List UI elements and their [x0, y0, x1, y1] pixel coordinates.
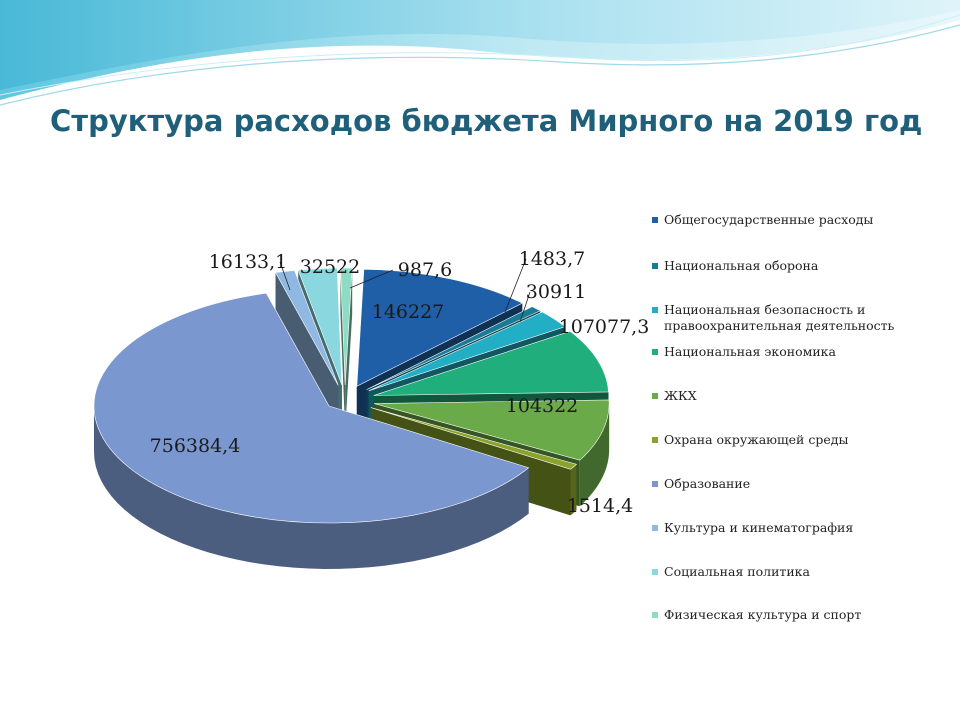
legend-item: [652, 344, 836, 360]
legend-label: Культура и кинематография: [664, 520, 854, 535]
data-label-7: 756384,4: [149, 435, 241, 457]
legend-label: Охрана окружающей среды: [664, 432, 849, 447]
data-label-4: 107077,3: [558, 316, 650, 338]
legend-item: [652, 432, 848, 448]
legend-item: [652, 520, 853, 536]
page-title: Структура расходов бюджета Мирного на 2019 год: [50, 104, 923, 138]
legend-swatch: [652, 481, 658, 487]
legend-label: Общегосударственные расходы: [664, 212, 874, 227]
data-label-5: 104322: [505, 395, 579, 417]
legend-item: [652, 607, 861, 623]
legend-label: Социальная политика: [664, 564, 810, 579]
legend-label: Национальная безопасность и правоохранительная деятельность: [664, 302, 895, 333]
data-label-3: 30911: [525, 281, 587, 303]
data-label-1: 146227: [371, 301, 445, 323]
legend-item: [652, 388, 697, 404]
legend-swatch: [652, 307, 658, 313]
legend-swatch: [652, 569, 658, 575]
legend-swatch: [652, 525, 658, 531]
pie-slice-10: [340, 268, 352, 431]
legend-item: [652, 476, 750, 492]
data-label-8: 16133,1: [208, 251, 288, 273]
legend-swatch: [652, 349, 658, 355]
legend-label: Национальная оборона: [664, 258, 819, 273]
data-label-2: 1483,7: [518, 248, 586, 270]
legend-swatch: [652, 217, 658, 223]
legend-label: ЖКХ: [664, 388, 697, 403]
legend-item: [652, 212, 873, 228]
legend-swatch: [652, 393, 658, 399]
legend-item: [652, 258, 818, 274]
legend-item: [652, 302, 952, 334]
data-label-9: 32522: [299, 256, 361, 278]
legend-swatch: [652, 437, 658, 443]
legend-label: Образование: [664, 476, 751, 491]
data-label-10: 987,6: [397, 259, 453, 281]
legend-swatch: [652, 612, 658, 618]
legend-swatch: [652, 263, 658, 269]
legend-item: [652, 564, 810, 580]
legend-label: Национальная экономика: [664, 344, 836, 359]
data-label-6: 1514,4: [566, 495, 634, 517]
legend-label: Физическая культура и спорт: [664, 607, 862, 622]
